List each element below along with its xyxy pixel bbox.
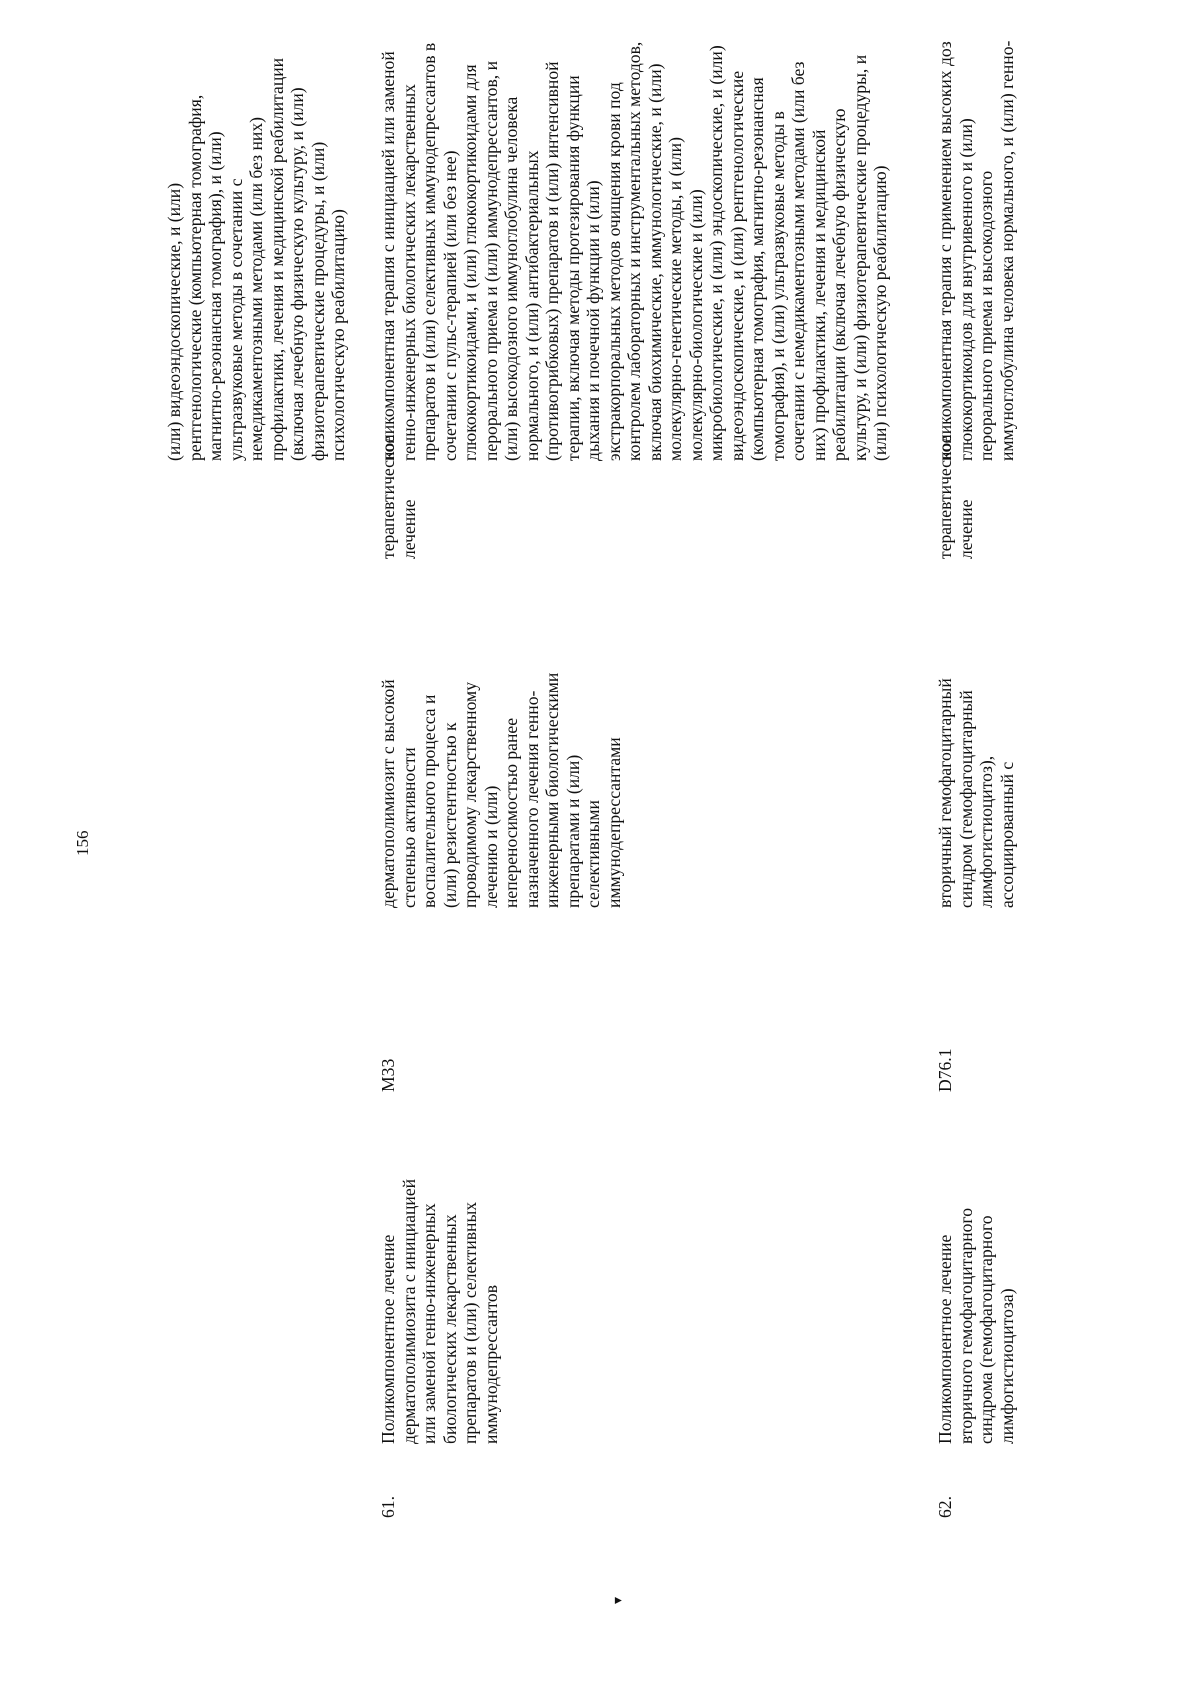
text-line: реабилитации (включая лечебную физическую [829,108,849,461]
text-line: контролем лабораторных и инструментальных методов, [624,41,644,461]
text-line: назначенного лечения генно- [521,690,542,908]
patient-model [935,578,1017,908]
page-number: 156 [73,830,92,856]
text-line: поликомпонентная терапия с применением высоких доз [935,41,955,461]
text-line: глюкокортикоидов для внутривенного и (или) [955,118,976,461]
row-number: 62. [935,1496,955,1518]
row-number: 61. [378,1496,398,1518]
text-line: проводимому лекарственному [460,682,480,908]
text-line: экстракорпоральных методов очищения крови под [603,82,624,461]
text-line: вторичного гемофагоцитарного [955,1207,976,1444]
icd-code: D76.1 [935,1048,955,1092]
text-line: (или) высокодозного иммуноглобулина человека [501,96,521,461]
text-line: лечение [398,499,419,559]
text-line: Поликомпонентное лечение [935,1234,955,1444]
text-line: биологических лекарственных [439,1214,460,1444]
text-line: (или) видеоэндоскопические, и (или) [164,182,184,461]
text-line: нормального, и (или) антибактериальных [521,150,542,461]
scan-speck: ▾ [611,1596,626,1604]
treatment-method [935,1,1017,461]
text-line: дерматополимиозита с инициацией [398,1178,419,1444]
text-line: селективными [583,800,603,908]
text-line: сочетании с немедикаментозными методами (или без [788,61,808,461]
text-line: иммуноглобулина человека нормального, и (или) генно- [996,40,1017,461]
text-line: магнитно-резонансная томография), и (или) [205,131,225,461]
text-line: вторичный гемофагоцитарный [935,678,955,908]
text-line: лечению и (или) [480,785,501,908]
text-line: молекулярно-биологические и (или) [685,189,706,461]
text-line: молекулярно-генетические методы, и (или) [665,137,685,461]
icd-code: M33 [378,1058,398,1092]
text-line: Поликомпонентное лечение [378,1234,398,1444]
text-line: препаратами и (или) [562,754,583,908]
text-line: терапевтическое [935,435,955,559]
text-line: терапии, включая методы протезирования функции [562,75,583,461]
text-line: лимфогистиоцитоза) [996,1288,1017,1444]
text-line: психологическую реабилитацию) [328,209,348,461]
text-line: дерматополимиозит с высокой [378,679,398,908]
text-line: физиотерапевтические процедуры, и (или) [307,141,328,461]
text-line: них) профилактики, лечения и медицинской [808,129,829,461]
text-line: (противогрибковых) препаратов и (или) интенсивной [542,61,562,461]
treatment-name [935,1114,1017,1444]
treatment-method [378,1,891,461]
text-line: препаратов и (или) селективных [460,1201,480,1444]
text-line: (включая лечебную физическую культуру, и (или) [287,87,307,461]
text-line: терапевтическое [378,435,398,559]
text-line: или заменой генно-инженерных [419,1203,439,1444]
continuation-method-text [164,1,349,461]
text-line: перорального приема и высокодозного [976,170,996,461]
text-line: синдром (гемофагоцитарный [955,690,976,908]
text-line: дыхания и почечной функции и (или) [583,180,603,461]
text-line: глюкокортикоидами, и (или) глюкокортикоидами для [460,64,480,461]
text-line: воспалительного процесса и [419,694,439,908]
text-line: сочетании с пульс-терапией (или без нее) [439,150,460,461]
text-line: поликомпонентная терапия с инициацией или заменой [378,51,398,461]
patient-model [378,578,624,908]
text-line: степенью активности [398,747,419,908]
text-line: генно-инженерных биологических лекарственных [398,84,419,461]
text-line: рентгенологические (компьютерная томография, [184,94,205,461]
text-line: лечение [955,499,976,559]
text-line: иммунодепрессантов [480,1284,501,1444]
treatment-name [378,1114,501,1444]
text-line: ультразвуковые методы в сочетании с [225,178,246,461]
text-line: инженерными биологическими [542,672,562,908]
text-line: непереносимостью ранее [501,717,521,908]
text-line: включая биохимические, иммунологические, и (или) [644,63,665,461]
text-line: (или) психологическую реабилитацию) [870,165,890,461]
text-line: культуру, и (или) физиотерапевтические процедуры, и [849,54,870,461]
text-line: перорального приема и (или) иммунодепрессантов, и [480,61,501,461]
text-line: ассоциированный с [996,761,1017,908]
text-line: (или) резистентностью к [439,722,460,908]
text-line: микробиологические, и (или) эндоскопические, и (или) [706,45,726,461]
text-line: иммунодепрессантами [603,737,624,908]
text-line: немедикаментозными методами (или без них) [246,117,266,461]
text-line: (компьютерная томография, магнитно-резонансная [747,77,767,461]
text-line: томография), и (или) ультразвуковые методы в [767,111,788,461]
text-line: синдрома (гемофагоцитарного [976,1215,996,1444]
text-line: профилактики, лечения и медицинской реабилитации [266,57,287,461]
text-line: препаратов и (или) селективных иммунодепрессантов в [419,42,439,461]
text-line: видеоэндоскопические, и (или) рентгенологические [726,70,747,461]
text-line: лимфогистиоцитоз), [976,755,996,908]
